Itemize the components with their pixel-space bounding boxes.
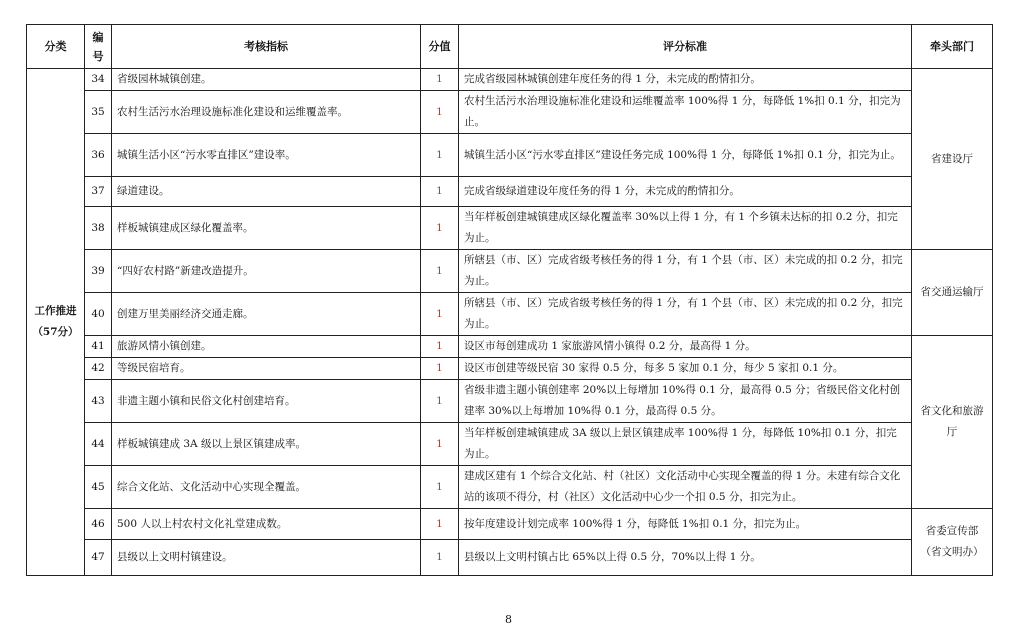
criteria-cell: 设区市创建等级民宿 30 家得 0.5 分，每多 5 家加 0.1 分，每少 5 家扣 0.1 分。 bbox=[459, 358, 912, 380]
table-row bbox=[27, 336, 993, 358]
row-number: 34 bbox=[85, 69, 112, 91]
criteria-cell: 完成省级园林城镇创建年度任务的得 1 分，未完成的酌情扣分。 bbox=[459, 69, 912, 91]
criteria-cell: 城镇生活小区“污水零直排区”建设任务完成 100%得 1 分，每降低 1%扣 0.1 分，扣完为止。 bbox=[459, 134, 912, 177]
score-cell: 1 bbox=[421, 250, 459, 293]
score-cell: 1 bbox=[421, 540, 459, 576]
category-cell: 工作推进（57分） bbox=[27, 69, 85, 576]
score-cell: 1 bbox=[421, 423, 459, 466]
header-row bbox=[27, 25, 993, 69]
indicator-cell: 县级以上文明村镇建设。 bbox=[112, 540, 421, 576]
table-row bbox=[27, 69, 993, 91]
table-row bbox=[27, 358, 993, 380]
score-cell: 1 bbox=[421, 336, 459, 358]
table-row bbox=[27, 466, 993, 509]
department-cell: 省建设厅 bbox=[912, 69, 993, 250]
score-cell: 1 bbox=[421, 466, 459, 509]
row-number: 45 bbox=[85, 466, 112, 509]
row-number: 46 bbox=[85, 509, 112, 540]
criteria-cell: 建成区建有 1 个综合文化站、村（社区）文化活动中心实现全覆盖的得 1 分。未建有综合文化站的该项不得分，村（社区）文化活动中心少一个扣 0.5 分，扣完为止。 bbox=[459, 466, 912, 509]
indicator-cell: 创建万里美丽经济交通走廊。 bbox=[112, 293, 421, 336]
table-row bbox=[27, 250, 993, 293]
indicator-cell: “四好农村路”新建改造提升。 bbox=[112, 250, 421, 293]
indicator-cell: 城镇生活小区“污水零直排区”建设率。 bbox=[112, 134, 421, 177]
indicator-cell: 绿道建设。 bbox=[112, 177, 421, 207]
criteria-cell: 当年样板创建城镇建成区绿化覆盖率 30%以上得 1 分，有 1 个乡镇未达标的扣 0.2 分，扣完为止。 bbox=[459, 207, 912, 250]
indicator-cell: 500 人以上村农村文化礼堂建成数。 bbox=[112, 509, 421, 540]
indicator-cell: 样板城镇建成区绿化覆盖率。 bbox=[112, 207, 421, 250]
score-cell: 1 bbox=[421, 177, 459, 207]
criteria-cell: 所辖县（市、区）完成省级考核任务的得 1 分，有 1 个县（市、区）未完成的扣 0.2 分，扣完为止。 bbox=[459, 250, 912, 293]
score-cell: 1 bbox=[421, 134, 459, 177]
department-cell: 省交通运输厅 bbox=[912, 250, 993, 336]
indicator-cell: 省级园林城镇创建。 bbox=[112, 69, 421, 91]
indicator-cell: 农村生活污水治理设施标准化建设和运维覆盖率。 bbox=[112, 91, 421, 134]
score-cell: 1 bbox=[421, 91, 459, 134]
table-row bbox=[27, 207, 993, 250]
indicator-cell: 样板城镇建成 3A 级以上景区镇建成率。 bbox=[112, 423, 421, 466]
department-cell: 省文化和旅游厅 bbox=[912, 336, 993, 509]
row-number: 44 bbox=[85, 423, 112, 466]
table-row bbox=[27, 91, 993, 134]
row-number: 42 bbox=[85, 358, 112, 380]
table-row bbox=[27, 540, 993, 576]
table-row bbox=[27, 423, 993, 466]
department-cell: 省委宣传部（省文明办） bbox=[912, 509, 993, 576]
score-cell: 1 bbox=[421, 69, 459, 91]
table-row bbox=[27, 177, 993, 207]
criteria-cell: 所辖县（市、区）完成省级考核任务的得 1 分，有 1 个县（市、区）未完成的扣 0.2 分，扣完为止。 bbox=[459, 293, 912, 336]
table-row bbox=[27, 380, 993, 423]
criteria-cell: 农村生活污水治理设施标准化建设和运维覆盖率 100%得 1 分，每降低 1%扣 0.1 分，扣完为止。 bbox=[459, 91, 912, 134]
criteria-cell: 设区市每创建成功 1 家旅游风情小镇得 0.2 分，最高得 1 分。 bbox=[459, 336, 912, 358]
score-cell: 1 bbox=[421, 509, 459, 540]
row-number: 35 bbox=[85, 91, 112, 134]
row-number: 37 bbox=[85, 177, 112, 207]
table-row bbox=[27, 134, 993, 177]
header-number: 编号 bbox=[85, 25, 112, 69]
row-number: 41 bbox=[85, 336, 112, 358]
criteria-cell: 县级以上文明村镇占比 65%以上得 0.5 分，70%以上得 1 分。 bbox=[459, 540, 912, 576]
assessment-table bbox=[26, 24, 993, 576]
row-number: 40 bbox=[85, 293, 112, 336]
score-cell: 1 bbox=[421, 380, 459, 423]
criteria-cell: 当年样板创建城镇建成 3A 级以上景区镇建成率 100%得 1 分，每降低 10%扣 0.1 分，扣完为止。 bbox=[459, 423, 912, 466]
indicator-cell: 综合文化站、文化活动中心实现全覆盖。 bbox=[112, 466, 421, 509]
indicator-cell: 旅游风情小镇创建。 bbox=[112, 336, 421, 358]
score-cell: 1 bbox=[421, 358, 459, 380]
indicator-cell: 非遗主题小镇和民俗文化村创建培育。 bbox=[112, 380, 421, 423]
page-number: 8 bbox=[505, 613, 512, 626]
indicator-cell: 等级民宿培育。 bbox=[112, 358, 421, 380]
header-indicator: 考核指标 bbox=[112, 25, 421, 69]
row-number: 47 bbox=[85, 540, 112, 576]
criteria-cell: 按年度建设计划完成率 100%得 1 分，每降低 1%扣 0.1 分，扣完为止。 bbox=[459, 509, 912, 540]
header-department: 牵头部门 bbox=[912, 25, 993, 69]
row-number: 43 bbox=[85, 380, 112, 423]
row-number: 39 bbox=[85, 250, 112, 293]
score-cell: 1 bbox=[421, 293, 459, 336]
criteria-cell: 省级非遗主题小镇创建率 20%以上每增加 10%得 0.1 分，最高得 0.5 分；省级民俗文化村创建率 30%以上每增加 10%得 0.1 分，最高得 0.5 分。 bbox=[459, 380, 912, 423]
row-number: 36 bbox=[85, 134, 112, 177]
row-number: 38 bbox=[85, 207, 112, 250]
header-category: 分类 bbox=[27, 25, 85, 69]
criteria-cell: 完成省级绿道建设年度任务的得 1 分，未完成的酌情扣分。 bbox=[459, 177, 912, 207]
table-row bbox=[27, 293, 993, 336]
header-criteria: 评分标准 bbox=[459, 25, 912, 69]
score-cell: 1 bbox=[421, 207, 459, 250]
table-row bbox=[27, 509, 993, 540]
header-score: 分值 bbox=[421, 25, 459, 69]
